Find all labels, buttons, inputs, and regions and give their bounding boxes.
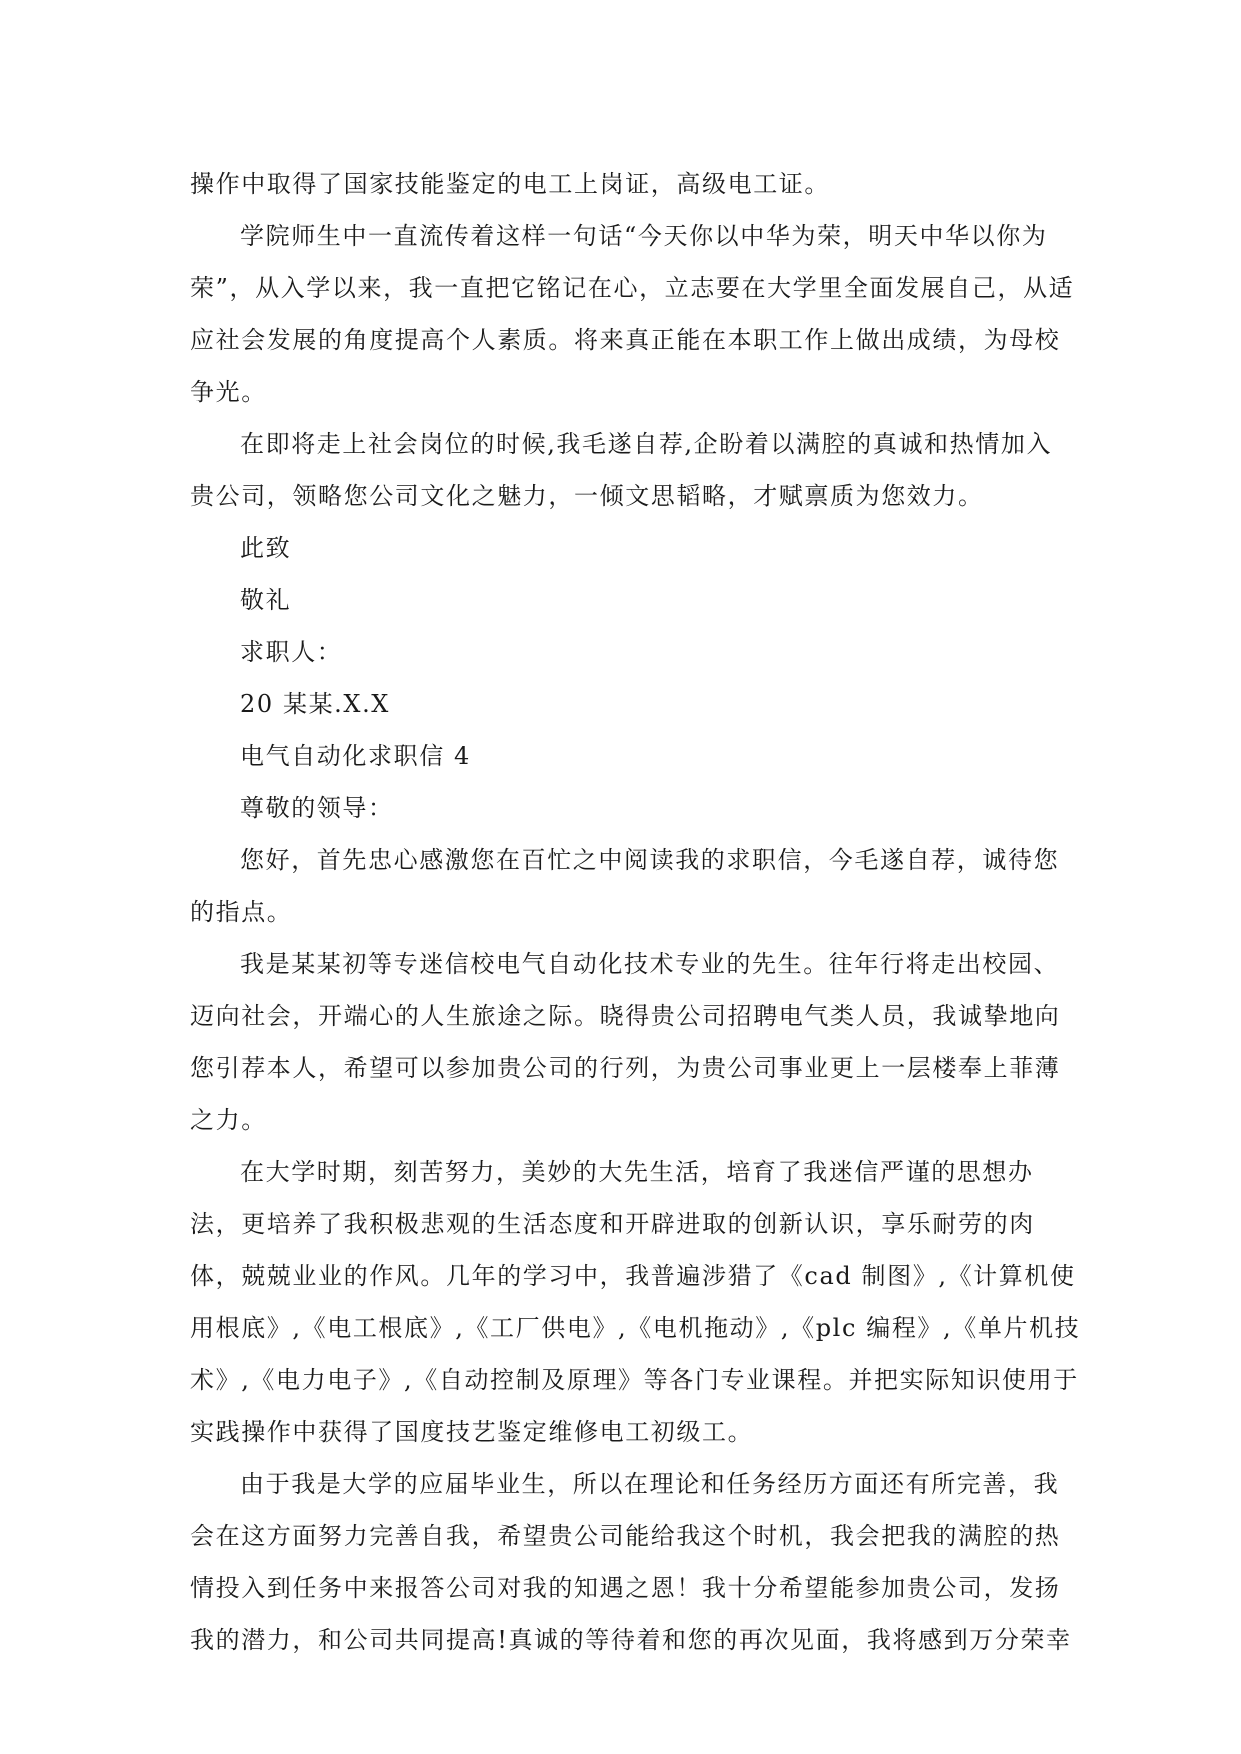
text-line: 在即将走上社会岗位的时候,我毛遂自荐,企盼着以满腔的真诚和热情加入 [240,430,1053,458]
text-line: 敬礼 [240,586,292,614]
text-line: 之力。 [190,1106,267,1134]
text-line: 贵公司，领略您公司文化之魅力，一倾文思韬略，才赋禀质为您效力。 [190,482,984,510]
text-line: 应社会发展的角度提高个人素质。将来真正能在本职工作上做出成绩，为母校 [190,326,1061,354]
text-line: 情投入到任务中来报答公司对我的知遇之恩！我十分希望能参加贵公司，发扬 [190,1574,1061,1602]
text-line: 实践操作中获得了国度技艺鉴定维修电工初级工。 [190,1418,754,1446]
text-line: 体，兢兢业业的作风。几年的学习中，我普遍涉猎了《cad 制图》,《计算机使 [190,1262,1076,1290]
text-line: 20 某某.X.X [240,690,390,718]
text-line: 用根底》,《电工根底》,《工厂供电》,《电机拖动》,《plc 编程》,《单片机技 [190,1314,1081,1342]
text-line: 您好，首先忠心感激您在百忙之中阅读我的求职信，今毛遂自荐，诚待您 [240,846,1060,874]
text-line: 争光。 [190,378,267,406]
text-line: 迈向社会，开端心的人生旅途之际。晓得贵公司招聘电气类人员，我诚挚地向 [190,1002,1061,1030]
text-line: 您引荐本人，希望可以参加贵公司的行列，为贵公司事业更上一层楼奉上菲薄 [190,1054,1061,1082]
text-line: 尊敬的领导： [240,794,394,822]
letter-body [190,158,1081,1666]
text-line: 的指点。 [190,898,293,926]
text-line: 此致 [240,534,292,562]
text-line: 操作中取得了国家技能鉴定的电工上岗证，高级电工证。 [190,170,830,198]
text-line: 在大学时期，刻苦努力，美妙的大先生活，培育了我迷信严谨的思想办 [240,1158,1034,1186]
text-line: 术》,《电力电子》,《自动控制及原理》等各门专业课程。并把实际知识使用于 [190,1366,1079,1394]
text-line: 求职人： [240,638,343,666]
text-line: 电气自动化求职信 4 [240,742,471,770]
text-line: 我是某某初等专迷信校电气自动化技术专业的先生。往年行将走出校园、 [240,950,1060,978]
text-line: 学院师生中一直流传着这样一句话“今天你以中华为荣，明天中华以你为 [240,222,1048,250]
text-line: 荣”，从入学以来，我一直把它铭记在心，立志要在大学里全面发展自己，从适 [190,274,1075,302]
text-line: 由于我是大学的应届毕业生，所以在理论和任务经历方面还有所完善，我 [240,1470,1060,1498]
text-line: 法，更培养了我积极悲观的生活态度和开辟进取的创新认识，享乐耐劳的肉 [190,1210,1035,1238]
text-line: 我的潜力，和公司共同提高!真诚的等待着和您的再次见面，我将感到万分荣幸 [190,1626,1072,1654]
text-line: 会在这方面努力完善自我，希望贵公司能给我这个时机，我会把我的满腔的热 [190,1522,1061,1550]
